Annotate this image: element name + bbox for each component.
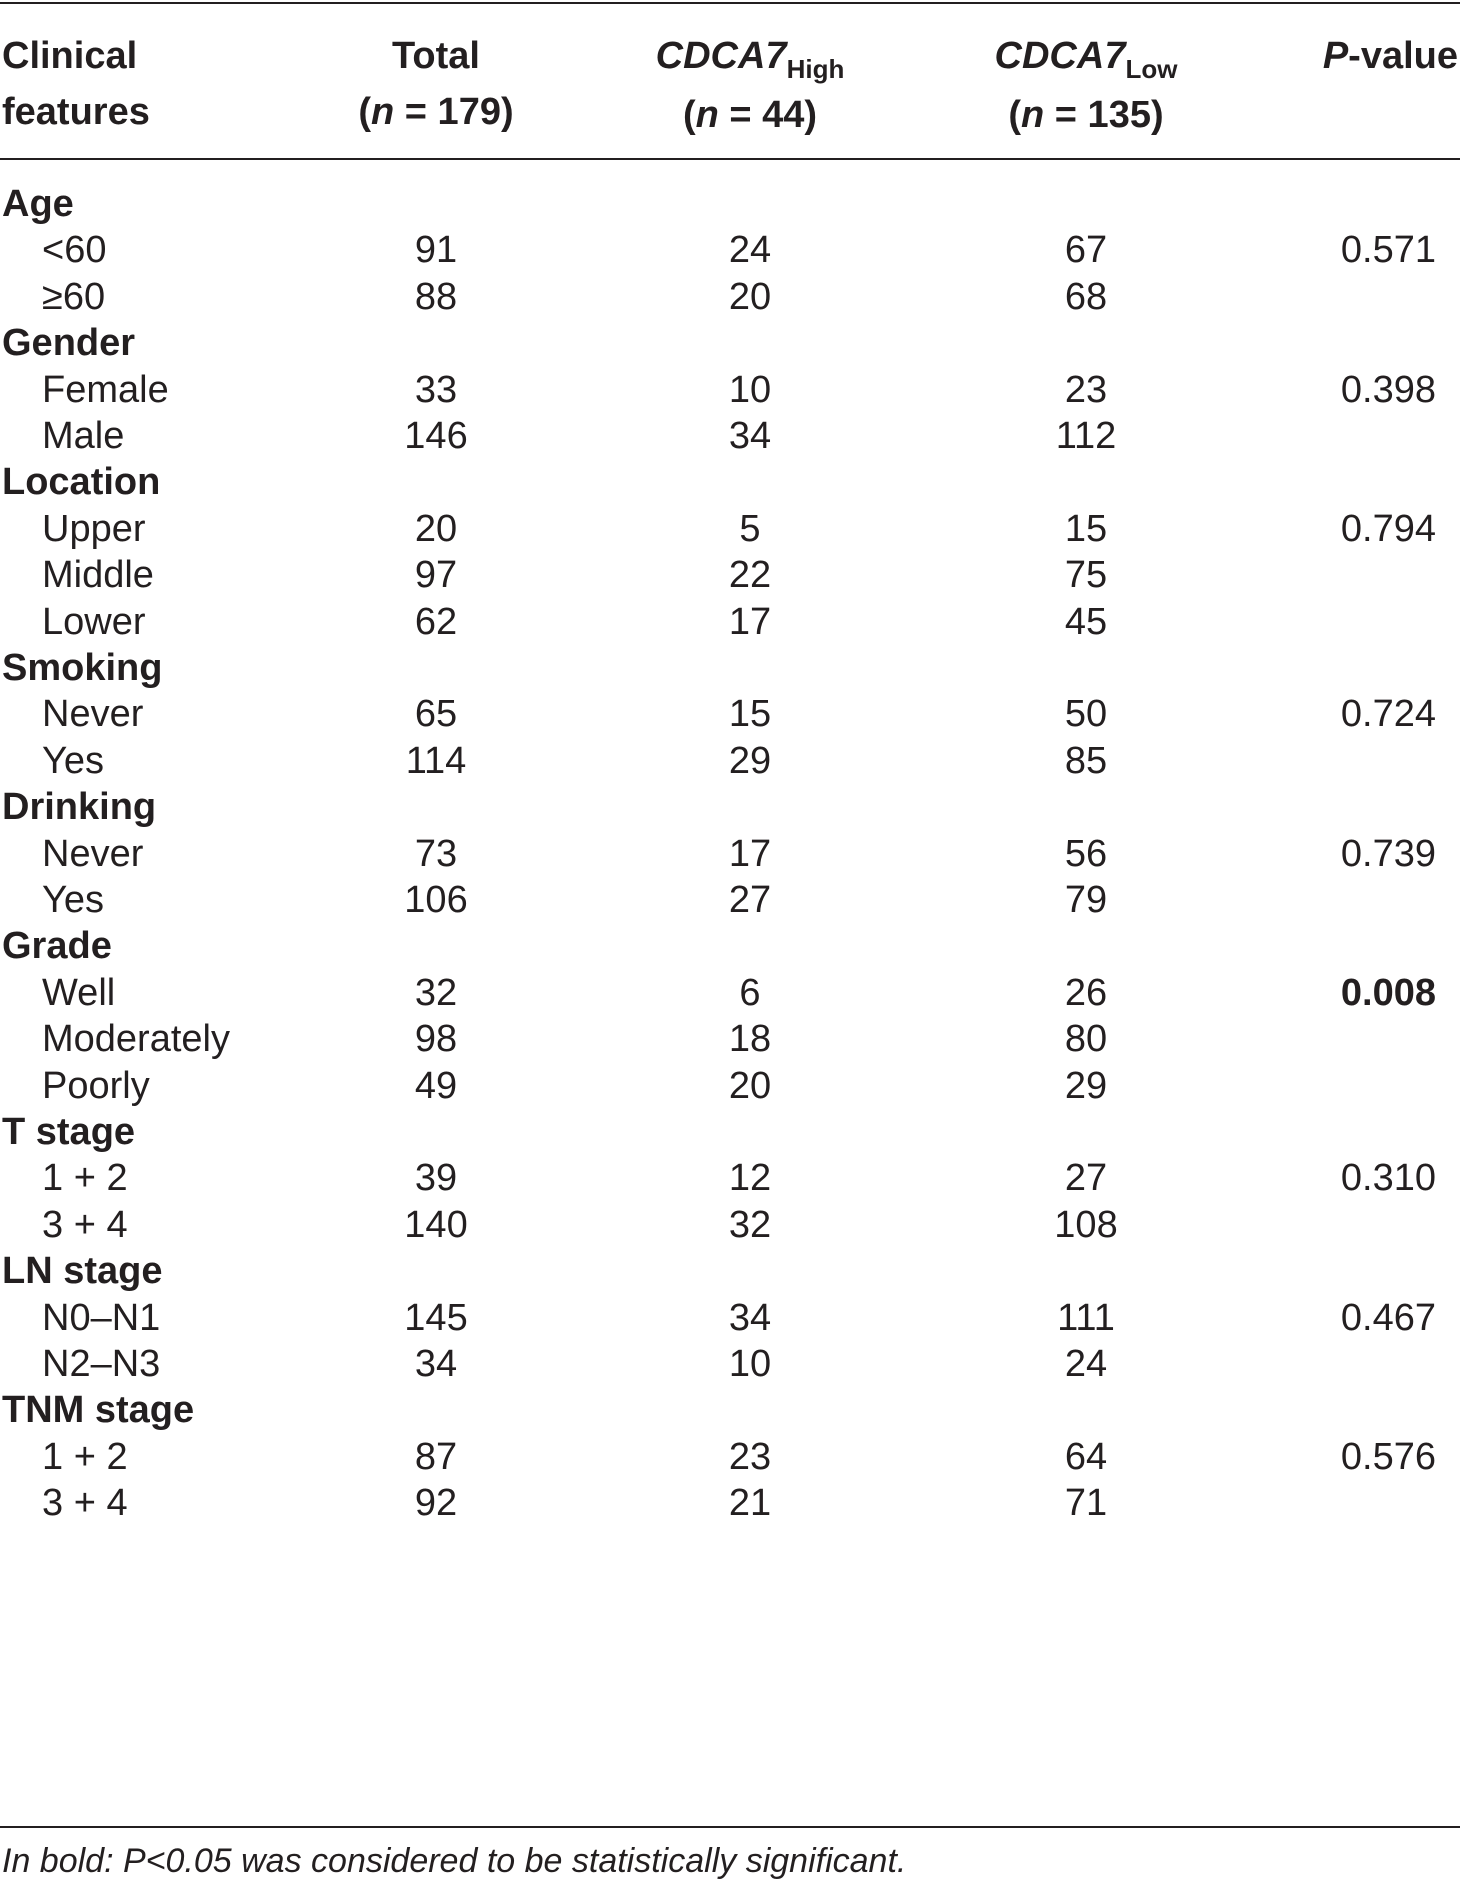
header-gene: CDCA7 bbox=[655, 35, 787, 77]
row-label: 1 + 2 bbox=[42, 1157, 128, 1200]
total-value: 49 bbox=[414, 1064, 458, 1107]
header-high-count: = 44) bbox=[718, 94, 818, 136]
group-label: Gender bbox=[2, 322, 136, 365]
header-open-paren: ( bbox=[682, 94, 696, 136]
header-total-line2 bbox=[296, 84, 576, 140]
table-footnote: In bold: P<0.05 was considered to be statistically significant. bbox=[2, 1842, 907, 1880]
total-value: 140 bbox=[404, 1203, 468, 1246]
cdca7-low-value: 23 bbox=[1064, 368, 1108, 411]
p-value: 0.576 bbox=[1340, 1435, 1436, 1478]
header-rule bbox=[0, 158, 1460, 160]
row-label: Female bbox=[42, 368, 169, 411]
header-gene: CDCA7 bbox=[994, 35, 1126, 77]
group-label: T stage bbox=[2, 1111, 136, 1153]
total-value: 20 bbox=[414, 507, 458, 550]
cdca7-high-value: 34 bbox=[728, 415, 772, 457]
header-total bbox=[296, 28, 576, 148]
row-label: <60 bbox=[42, 229, 107, 272]
cdca7-low-value: 50 bbox=[1064, 693, 1108, 736]
total-value: 62 bbox=[414, 600, 458, 643]
cdca7-low-value: 67 bbox=[1064, 229, 1108, 272]
row-label: N0–N1 bbox=[42, 1296, 161, 1339]
total-value: 87 bbox=[414, 1435, 458, 1478]
p-value: 0.794 bbox=[1340, 507, 1436, 550]
cdca7-low-value: 85 bbox=[1064, 739, 1108, 782]
cdca7-high-value: 10 bbox=[728, 368, 772, 411]
cdca7-high-value: 20 bbox=[728, 1064, 772, 1107]
row-label: Male bbox=[42, 415, 125, 457]
cdca7-low-value: 56 bbox=[1064, 832, 1108, 875]
cdca7-high-value: 34 bbox=[728, 1296, 772, 1339]
total-value: 91 bbox=[414, 229, 458, 272]
p-value: 0.467 bbox=[1340, 1296, 1436, 1339]
cdca7-low-value: 27 bbox=[1064, 1157, 1108, 1200]
cdca7-low-value: 108 bbox=[1054, 1203, 1118, 1246]
header-n: n bbox=[695, 94, 719, 136]
row-label: Well bbox=[42, 971, 116, 1014]
cdca7-high-value: 15 bbox=[728, 693, 772, 736]
cdca7-high-value: 20 bbox=[728, 275, 772, 318]
total-value: 98 bbox=[414, 1018, 458, 1061]
cdca7-high-value: 10 bbox=[728, 1343, 772, 1385]
group-label: Drinking bbox=[2, 786, 157, 829]
total-value: 106 bbox=[404, 879, 468, 921]
header-total-count: = 179) bbox=[394, 91, 514, 133]
cdca7-high-value: 21 bbox=[728, 1482, 772, 1525]
header-p-line1 bbox=[1160, 28, 1458, 84]
cdca7-low-value: 26 bbox=[1064, 971, 1108, 1014]
group-label: TNM stage bbox=[2, 1389, 195, 1432]
header-open-paren: ( bbox=[358, 91, 372, 133]
cdca7-low-value: 68 bbox=[1064, 275, 1108, 318]
header-subscript: Low bbox=[1125, 54, 1178, 84]
header-high-line1 bbox=[610, 28, 890, 87]
p-value: 0.571 bbox=[1340, 229, 1436, 272]
total-value: 34 bbox=[414, 1343, 458, 1385]
header-subscript: High bbox=[786, 54, 845, 84]
total-value: 97 bbox=[414, 554, 458, 597]
row-label: Middle bbox=[42, 554, 154, 597]
cdca7-high-value: 24 bbox=[728, 229, 772, 272]
header-clinical-line1: Clinical bbox=[2, 35, 138, 77]
row-label: ≥60 bbox=[42, 275, 106, 318]
cdca7-high-value: 29 bbox=[728, 739, 772, 782]
cdca7-low-value: 15 bbox=[1064, 507, 1108, 550]
total-value: 145 bbox=[404, 1296, 468, 1339]
row-label: Poorly bbox=[42, 1064, 150, 1107]
cdca7-high-value: 5 bbox=[739, 507, 761, 550]
cdca7-low-value: 112 bbox=[1055, 415, 1117, 457]
total-value: 32 bbox=[414, 971, 458, 1014]
total-value: 114 bbox=[405, 739, 467, 782]
row-label: N2–N3 bbox=[42, 1343, 161, 1385]
header-p-value bbox=[1160, 28, 1458, 148]
total-value: 39 bbox=[414, 1157, 458, 1200]
header-low-count: = 135) bbox=[1044, 94, 1164, 136]
header-n: n bbox=[1021, 94, 1045, 136]
header-total-line1: Total bbox=[392, 35, 480, 77]
cdca7-low-value: 80 bbox=[1064, 1018, 1108, 1061]
row-label: 3 + 4 bbox=[42, 1482, 128, 1525]
table-row bbox=[0, 1475, 1460, 1531]
cdca7-low-value: 75 bbox=[1064, 554, 1108, 597]
cdca7-high-value: 22 bbox=[728, 554, 772, 597]
group-label: Grade bbox=[2, 925, 112, 968]
row-label: Never bbox=[42, 693, 144, 736]
header-p-rest: -value bbox=[1348, 35, 1458, 77]
p-value: 0.310 bbox=[1340, 1157, 1436, 1200]
cdca7-low-value: 64 bbox=[1064, 1435, 1108, 1478]
row-label: Lower bbox=[42, 600, 146, 643]
group-label: Smoking bbox=[2, 647, 163, 689]
row-label: Yes bbox=[42, 879, 104, 921]
group-label: LN stage bbox=[2, 1250, 163, 1293]
p-value: 0.739 bbox=[1340, 832, 1436, 875]
total-value: 88 bbox=[414, 275, 458, 318]
total-value: 65 bbox=[414, 693, 458, 736]
total-value: 146 bbox=[404, 415, 468, 457]
cdca7-high-value: 27 bbox=[728, 879, 772, 921]
header-clinical-line2: features bbox=[2, 91, 150, 133]
top-rule bbox=[0, 2, 1460, 4]
row-label: Never bbox=[42, 832, 144, 875]
p-value: 0.724 bbox=[1340, 693, 1436, 736]
cdca7-high-value: 23 bbox=[728, 1435, 772, 1478]
header-cdca7-high bbox=[610, 28, 890, 148]
header-n: n bbox=[371, 91, 395, 133]
header-clinical-features bbox=[2, 28, 302, 148]
bottom-rule bbox=[0, 1826, 1460, 1828]
cdca7-high-value: 12 bbox=[728, 1157, 772, 1200]
row-label: 3 + 4 bbox=[42, 1203, 128, 1246]
header-open-paren: ( bbox=[1008, 94, 1022, 136]
header-p: P bbox=[1322, 35, 1349, 77]
row-label: Upper bbox=[42, 507, 146, 550]
row-label: Yes bbox=[42, 739, 104, 782]
header-high-line2 bbox=[610, 87, 890, 143]
cdca7-low-value: 79 bbox=[1064, 879, 1108, 921]
cdca7-high-value: 6 bbox=[739, 971, 761, 1014]
group-label: Location bbox=[2, 461, 161, 504]
row-label: Moderately bbox=[42, 1018, 230, 1061]
cdca7-low-value: 24 bbox=[1064, 1343, 1108, 1385]
p-value: 0.008 bbox=[1340, 971, 1436, 1014]
cdca7-high-value: 17 bbox=[728, 600, 772, 643]
cdca7-low-value: 29 bbox=[1064, 1064, 1108, 1107]
cdca7-low-value: 111 bbox=[1057, 1296, 1115, 1339]
cdca7-low-value: 71 bbox=[1064, 1482, 1108, 1525]
cdca7-high-value: 18 bbox=[728, 1018, 772, 1061]
cdca7-low-value: 45 bbox=[1064, 600, 1108, 643]
total-value: 33 bbox=[414, 368, 458, 411]
group-label: Age bbox=[2, 183, 74, 225]
p-value: 0.398 bbox=[1340, 368, 1436, 411]
total-value: 73 bbox=[414, 832, 458, 875]
cdca7-high-value: 32 bbox=[728, 1203, 772, 1246]
cdca7-high-value: 17 bbox=[728, 832, 772, 875]
row-label: 1 + 2 bbox=[42, 1435, 128, 1478]
total-value: 92 bbox=[414, 1482, 458, 1525]
